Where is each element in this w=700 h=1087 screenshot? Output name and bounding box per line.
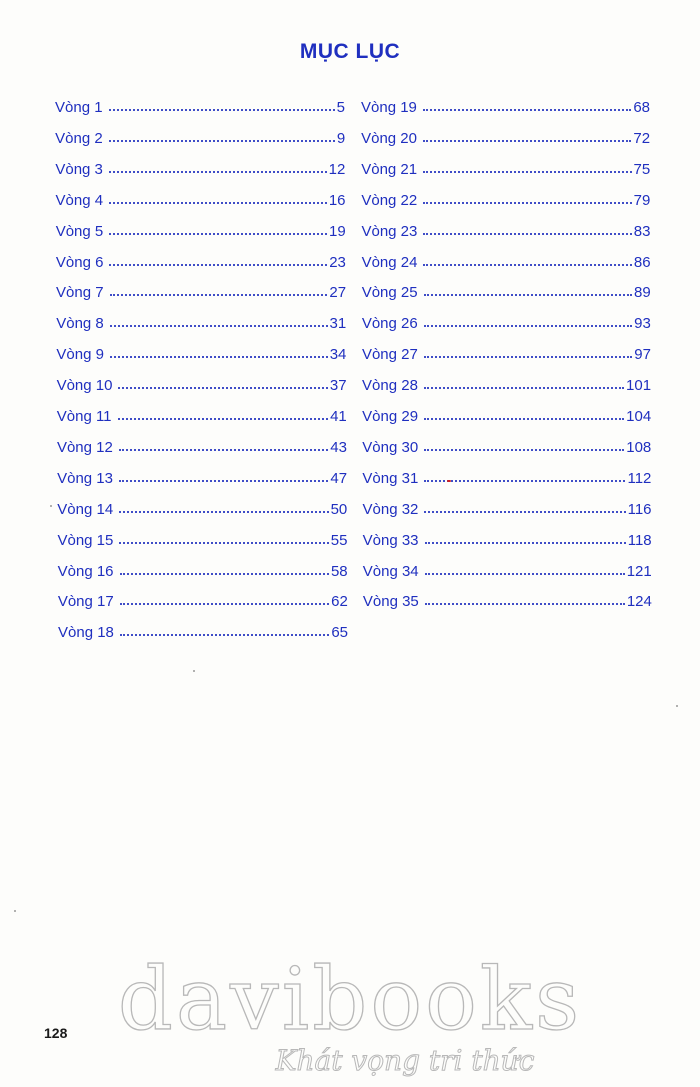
toc-entry-page: 23 [329,253,346,271]
dot-leader [119,538,328,544]
toc-entry-label: Vòng 5 [55,222,104,240]
toc-entry-page: 121 [626,562,652,580]
dot-leader [109,198,327,204]
dot-leader [118,383,327,389]
toc-entry[interactable] [55,98,345,118]
toc-entry[interactable] [57,531,347,551]
dot-leader [425,569,625,575]
toc-entry[interactable] [56,314,346,334]
toc-entry-label: Vòng 1 [55,99,103,116]
toc-entry-page: 5 [336,99,345,116]
scan-speck [14,910,16,912]
toc-entry[interactable] [58,592,348,612]
dot-leader [424,445,624,451]
toc-entry[interactable] [362,469,651,489]
toc-entry-label: Vòng 10 [56,377,113,395]
toc-entry[interactable] [55,160,345,180]
toc-entry-label: Vòng 26 [361,315,418,333]
dot-leader [423,136,631,142]
toc-entry-page: 86 [633,253,651,271]
dot-leader [119,476,328,482]
dot-leader [110,352,328,358]
toc-entry[interactable] [362,253,651,273]
toc-entry-page: 19 [329,222,346,240]
toc-entry[interactable] [362,407,651,427]
toc-entry-page: 75 [633,160,651,178]
toc-entry-label: Vòng 24 [361,253,418,271]
toc-entry-page: 50 [330,500,348,518]
dot-leader [109,136,335,142]
toc-entry-label: Vòng 9 [56,346,104,364]
toc-entry-label: Vòng 2 [55,129,103,147]
dot-leader [110,290,328,296]
toc-entry-label: Vòng 35 [362,593,419,611]
toc-entry-label: Vòng 30 [362,438,419,456]
toc-entry[interactable] [362,314,651,334]
toc-entry[interactable] [56,345,346,365]
toc-entry[interactable] [58,623,348,643]
toc-entry[interactable] [56,283,346,303]
toc-entry-page: 124 [626,593,652,611]
toc-entry[interactable] [362,376,651,396]
toc-entry-label: Vòng 28 [362,377,418,395]
toc-entry-page: 112 [627,469,652,487]
toc-entry-page: 93 [634,315,651,333]
toc-entry-label: Vòng 34 [362,562,419,580]
toc-entry[interactable] [362,283,651,303]
toc-entry-label: Vòng 23 [361,222,418,240]
dot-leader [423,105,631,111]
toc-entry-page: 101 [626,377,652,395]
toc-entry-page: 47 [330,469,348,487]
toc-entry-page: 72 [633,129,651,147]
toc-entry[interactable] [362,438,651,458]
toc-entry-label: Vòng 21 [361,160,418,178]
toc-entry-page: 12 [328,160,346,178]
toc-entry-label: Vòng 11 [56,408,112,425]
toc-entry[interactable] [56,253,346,273]
toc-entry[interactable] [57,438,347,458]
dot-leader [424,507,625,513]
dot-leader [119,445,328,451]
toc-entry[interactable] [57,407,347,427]
dot-leader [120,630,329,636]
toc-entry-label: Vòng 22 [361,191,418,209]
dot-leader [424,383,624,389]
dot-leader [423,198,631,204]
dot-leader [423,167,631,173]
dot-leader [424,414,624,420]
toc-entry-page: 118 [627,531,652,549]
toc-entry[interactable] [57,500,347,520]
dot-leader [424,352,632,358]
dot-leader [118,414,329,420]
toc-entry-label: Vòng 17 [57,593,114,611]
toc-entry-page: 108 [626,438,652,456]
toc-entry-page: 31 [329,315,347,333]
toc-entry-label: Vòng 12 [56,438,113,456]
toc-entry[interactable] [55,129,345,149]
toc-entry[interactable] [58,562,348,582]
dot-leader [423,260,631,266]
toc-entry-label: Vòng 25 [361,284,418,302]
toc-entry-page: 41 [330,408,347,425]
toc-entry-page: 34 [329,346,347,364]
toc-entry-page: 116 [627,500,652,518]
scan-speck [676,705,678,707]
toc-entry-label: Vòng 13 [57,469,113,487]
toc-entry-page: 37 [329,377,347,395]
dot-leader [425,538,626,544]
dot-leader [424,476,625,482]
scan-speck [193,670,195,672]
toc-entry[interactable] [361,129,650,149]
dot-leader [109,229,327,235]
toc-entry-label: Vòng 3 [55,160,103,178]
toc-entry-label: Vòng 15 [57,531,114,549]
dot-leader [120,599,329,605]
toc-entry-page: 16 [328,191,346,209]
dot-leader [424,290,632,296]
toc-entry-label: Vòng 7 [56,284,104,302]
dot-leader [109,105,335,111]
dot-leader [120,569,329,575]
dot-leader [423,229,631,235]
toc-entry[interactable] [361,160,650,180]
toc-entry-page: 58 [330,562,348,580]
toc-entry-label: Vòng 4 [55,191,104,209]
toc-entry[interactable] [56,222,346,242]
toc-entry[interactable] [57,469,347,489]
dot-leader [425,599,625,605]
toc-entry-page: 97 [634,346,651,364]
toc-entry-page: 27 [329,284,347,302]
toc-entry-page: 62 [331,593,348,611]
toc-entry[interactable] [57,376,347,396]
dot-leader [109,260,327,266]
toc-entry-label: Vòng 14 [57,500,114,518]
toc-entry-page: 79 [633,191,651,209]
toc-entry-page: 43 [330,438,347,456]
toc-entry[interactable] [361,191,650,211]
dot-leader [424,321,632,327]
toc-entry[interactable] [363,500,652,520]
page-number: 128 [44,1025,68,1041]
toc-entry[interactable] [363,531,652,551]
toc-entry-page: 55 [330,531,348,549]
scan-speck [50,505,52,507]
toc-entry[interactable] [363,592,652,612]
toc-entry[interactable] [362,345,651,365]
toc-entry-label: Vòng 29 [362,408,419,425]
dot-leader [119,507,328,513]
scan-speck [447,480,451,482]
toc-entry-page: 68 [633,99,650,116]
toc-entry[interactable] [56,191,346,211]
toc-entry[interactable] [361,98,650,118]
toc-entry-label: Vòng 16 [57,562,114,580]
toc-entry[interactable] [363,562,652,582]
toc-entry-label: Vòng 32 [362,500,419,518]
toc-entry[interactable] [361,222,650,242]
toc-entry-label: Vòng 6 [55,253,104,271]
watermark-tagline: Khát vọng tri thức [275,1044,535,1077]
page-title: MỤC LỤC [299,40,401,63]
toc-entry-page: 104 [626,408,652,425]
toc-entry-label: Vòng 31 [362,469,419,487]
watermark-logo: davibooks [117,950,583,1050]
toc-entry-label: Vòng 19 [361,99,417,116]
toc-entry-page: 83 [633,222,651,240]
toc-entry-page: 89 [634,284,651,302]
toc-entry-label: Vòng 33 [362,531,419,549]
toc-entry-label: Vòng 27 [361,346,418,364]
dot-leader [110,321,328,327]
toc-entry-label: Vòng 20 [361,129,417,147]
toc-entry-page: 65 [331,624,348,642]
dot-leader [109,167,327,173]
toc-entry-label: Vòng 18 [58,624,114,642]
toc-entry-page: 9 [336,129,346,147]
toc-entry-label: Vòng 8 [56,315,104,333]
